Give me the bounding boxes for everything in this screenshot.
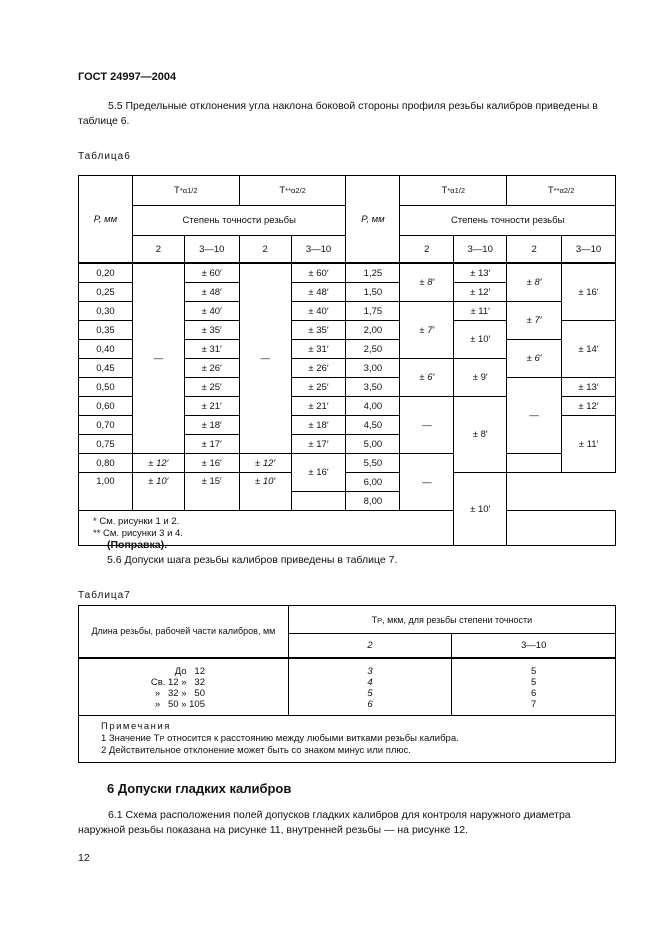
correction-note: (Поправка). [107,539,168,551]
value-cell: ± 25′ [291,378,346,397]
t7-deg-header: 2 [288,634,452,658]
t7-length: » 50 » 105 [154,698,205,710]
paragraph-5-6: 5.6 Допуски шага резьбы калибров приведены в таблице 7. [107,554,398,566]
dash-cell: — [132,263,184,454]
table6-caption: Таблица6 [78,151,131,162]
t7-notes [79,715,616,762]
t7-value: 5 [531,665,537,677]
value-cell: ± 6′ [400,359,454,397]
paragraph-6-1: 6.1 Схема расположения полей допусков гладких калибров для контроля наружного диаметра наружной резьбы показана на рисунке 11, внутренней резьбы — на рисунке 12. [78,809,571,836]
value-cell: ± 40′ [291,302,346,321]
t7-value: 3 [367,665,373,677]
value-cell: ± 9′ [454,359,507,397]
deg-header: 3—10 [184,236,239,264]
deg-header: 2 [239,236,291,264]
value-cell: ± 35′ [291,321,346,340]
p-cell: 2,00 [346,321,400,340]
note-2: ** См. рисунки 3 и 4. [93,528,183,539]
p-cell: 0,70 [79,416,133,435]
paragraph-5-5: 5.5 Предельные отклонения угла наклона боковой стороны профиля резьбы калибров приведены в таблице 6. [78,100,598,127]
value-cell: ± 31′ [291,340,346,359]
p-cell: 0,25 [79,283,133,302]
value-cell: ± 10′ [454,321,507,359]
value-cell: ± 18′ [184,416,239,435]
value-cell: ± 12′ [239,454,291,473]
col-p-header-right: P, мм [346,176,400,264]
value-cell: ± 12′ [562,397,616,416]
value-cell: ± 21′ [184,397,239,416]
value-cell: ± 13′ [562,378,616,397]
value-cell: ± 8′ [454,397,507,473]
value-cell: ± 6′ [507,340,562,378]
value-cell: ± 16′ [184,454,239,473]
document-header: ГОСТ 24997—2004 [78,71,177,83]
value-cell: ± 48′ [291,283,346,302]
p-cell: 4,00 [346,397,400,416]
p-cell: 0,20 [79,263,133,283]
t7-value: 6 [367,698,373,710]
value-cell: ± 26′ [291,359,346,378]
t7-deg-header: 3—10 [452,634,616,658]
deg-header: 3—10 [454,236,507,264]
t7-length: Св. 12 » 32 [150,676,205,688]
deg-header: 3—10 [291,236,346,264]
p-cell: 0,40 [79,340,133,359]
value-cell: ± 60′ [291,263,346,283]
t7-value: 6 [531,687,537,699]
value-cell: ± 14′ [562,321,616,378]
value-cell: ± 16′ [291,454,346,492]
t7-note-2: 2 Действительное отклонение может быть со знаком минус или плюс. [101,744,411,756]
value-cell: ± 21′ [291,397,346,416]
p-cell: 0,75 [79,435,133,454]
p-cell: 0,50 [79,378,133,397]
dash-cell: — [400,454,454,511]
p-cell: 5,50 [346,454,400,473]
p-cell: 0,45 [79,359,133,378]
p-cell: 5,00 [346,435,400,454]
t1-header: T*α1/2 [132,176,239,206]
value-cell: ± 60′ [184,263,239,283]
value-cell: ± 25′ [184,378,239,397]
t7-tp-header: TP, мкм, для резьбы степени точности [288,606,615,634]
value-cell: ± 18′ [291,416,346,435]
deg-header: 2 [132,236,184,264]
value-cell: ± 31′ [184,340,239,359]
col-p-header: P, мм [79,176,133,264]
p-cell: 0,80 [79,454,133,473]
deg-header: 2 [507,236,562,264]
value-cell: ± 16′ [562,263,616,321]
value-cell: ± 17′ [291,435,346,454]
dash-cell: — [507,378,562,454]
t7-note-1: 1 Значение TP относится к расстоянию между любыми витками резьбы калибра. [101,732,459,744]
t7-notes-title: Примечания [101,720,171,732]
dash-cell: — [239,263,291,454]
t7-value: 7 [531,698,537,710]
value-cell [507,454,562,473]
accuracy-header: Степень точности резьбы [132,206,346,236]
t7-value: 4 [367,676,373,688]
deg-header: 2 [400,236,454,264]
t7-length: » 32 » 50 [154,687,205,699]
value-cell: ± 12′ [132,454,184,473]
table-6 [78,175,616,546]
t7-vals-b [452,658,616,716]
p-cell: 4,50 [346,416,400,435]
p-cell: 3,50 [346,378,400,397]
page-number: 12 [78,852,90,864]
empty-cell [291,492,346,511]
t7-value: 5 [531,676,537,688]
value-cell: ± 15′ [184,473,239,511]
value-cell: ± 35′ [184,321,239,340]
value-cell: ± 26′ [184,359,239,378]
table-7 [78,605,616,763]
t1-header-right: T*α1/2 [400,176,507,206]
value-cell: ± 11′ [562,416,616,473]
t7-length: До 12 [174,665,205,677]
t2-header-right: T**α2/2 [507,176,616,206]
value-cell: ± 10′ [239,473,291,511]
p-cell: 0,30 [79,302,133,321]
p-cell: 1,00 [79,473,133,511]
value-cell: ± 10′ [454,473,507,546]
p-cell: 1,25 [346,263,400,283]
value-cell: ± 8′ [507,263,562,302]
p-cell: 0,35 [79,321,133,340]
table7-caption: Таблица7 [78,590,131,601]
section-6-heading: 6 Допуски гладких калибров [107,781,292,796]
value-cell: ± 12′ [454,283,507,302]
p-cell: 2,50 [346,340,400,359]
value-cell: ± 8′ [400,263,454,302]
p-cell: 0,60 [79,397,133,416]
p-cell: 1,75 [346,302,400,321]
t7-value: 5 [367,687,373,699]
p-cell: 3,00 [346,359,400,378]
value-cell: ± 11′ [454,302,507,321]
t2-header: T**α2/2 [239,176,346,206]
p-cell: 1,50 [346,283,400,302]
t7-vals-a [288,658,452,716]
note-1: * См. рисунки 1 и 2. [93,516,180,527]
dash-cell: — [400,397,454,454]
t7-lengths [79,658,289,716]
value-cell: ± 17′ [184,435,239,454]
value-cell: ± 13′ [454,263,507,283]
t7-length-header: Длина резьбы, рабочей части калибров, мм [79,606,289,658]
value-cell: ± 10′ [132,473,184,511]
value-cell: ± 48′ [184,283,239,302]
accuracy-header-right: Степень точности резьбы [400,206,616,236]
p-cell: 8,00 [346,492,400,511]
value-cell: ± 7′ [507,302,562,340]
deg-header: 3—10 [562,236,616,264]
p-cell: 6,00 [346,473,400,492]
value-cell: ± 40′ [184,302,239,321]
value-cell: ± 7′ [400,302,454,359]
